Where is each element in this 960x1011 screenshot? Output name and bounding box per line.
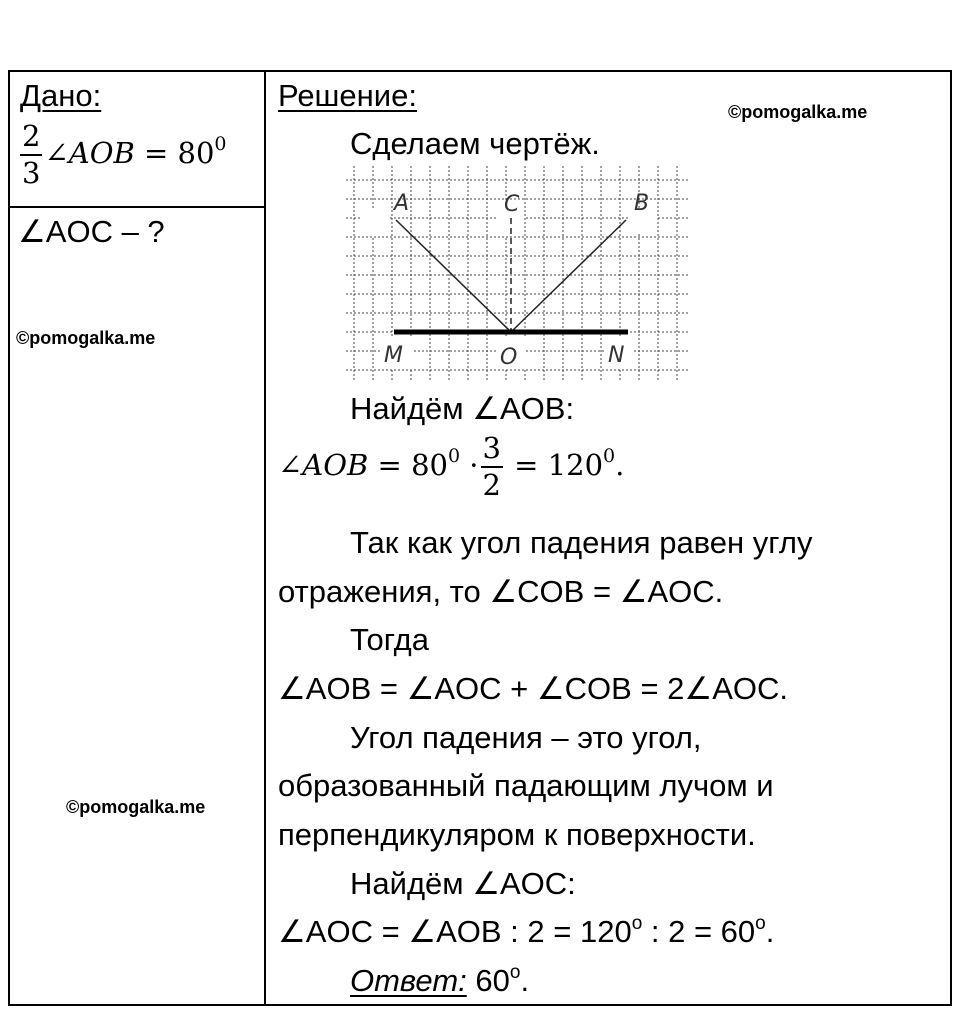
line-result	[278, 914, 774, 950]
label-m: M	[384, 343, 403, 368]
reflection-diagram	[346, 166, 688, 382]
line-then: Тогда	[350, 622, 429, 657]
given-header: Дано:	[20, 78, 102, 113]
line-find-aob: Найдём ∠AOB:	[350, 391, 575, 426]
result-mid: : 2 = 60	[642, 914, 756, 949]
label-b: B	[634, 191, 650, 216]
reflected-ray-ob	[511, 220, 626, 332]
answer-value: 60	[466, 963, 510, 998]
answer-line	[350, 963, 529, 999]
answer-label: Ответ:	[350, 963, 467, 998]
calc-aob-end: .	[615, 448, 625, 482]
line-definition-2: образованный падающим лучом и	[278, 768, 774, 803]
watermark-left-low: ©pomogalka.me	[66, 797, 206, 817]
find-question: ∠AOC – ?	[18, 214, 165, 249]
calc-fraction	[481, 432, 503, 502]
column-divider	[264, 70, 266, 1006]
solution-header: Решение:	[278, 78, 417, 113]
given-condition	[18, 120, 227, 190]
given-fraction	[20, 120, 42, 190]
given-angle: ∠AOB	[44, 136, 135, 170]
result-main: ∠AOC = ∠AOB : 2 = 120	[278, 914, 632, 949]
line-definition-3: перпендикуляром к поверхности.	[278, 817, 756, 852]
line-definition-1: Угол падения – это угол,	[350, 720, 702, 755]
result-degree-1: o	[631, 913, 643, 934]
calc-aob-dot: ·	[469, 448, 479, 482]
calc-aob-sup2: 0	[603, 445, 616, 467]
result-end: .	[765, 914, 775, 949]
line-find-aoc: Найдём ∠AOC:	[350, 866, 576, 901]
line-drawing: Сделаем чертёж.	[350, 126, 600, 161]
watermark-left-mid: ©pomogalka.me	[16, 328, 156, 348]
given-divider	[8, 206, 266, 208]
calc-aob-sup1: 0	[447, 445, 461, 467]
line-incidence-1: Так как угол падения равен углу	[350, 525, 813, 560]
given-fraction-numerator: 2	[20, 120, 42, 156]
calc-fraction-numerator: 3	[481, 432, 503, 468]
label-a: A	[394, 191, 410, 216]
calc-aob	[278, 432, 624, 502]
incident-ray-ao	[396, 220, 511, 332]
label-c: C	[504, 192, 520, 217]
label-n: N	[608, 343, 625, 368]
given-equals: = 80	[144, 136, 215, 170]
answer-degree: o	[509, 962, 521, 983]
calc-aob-eq2: = 120	[514, 448, 604, 482]
answer-end: .	[520, 963, 530, 998]
line-incidence-2: отражения, то ∠COB = ∠AOC.	[278, 574, 724, 609]
given-fraction-denominator: 3	[22, 156, 41, 190]
label-o: O	[500, 345, 518, 370]
calc-aob-eq1: = 80	[377, 448, 448, 482]
given-degree: 0	[214, 133, 227, 155]
calc-aob-left: ∠AOB	[278, 448, 369, 482]
line-sum: ∠AOB = ∠AOC + ∠COB = 2∠AOC.	[278, 671, 789, 706]
result-degree-2: o	[755, 913, 766, 934]
watermark-top-right: ©pomogalka.me	[728, 102, 868, 122]
calc-fraction-denominator: 2	[482, 468, 501, 502]
